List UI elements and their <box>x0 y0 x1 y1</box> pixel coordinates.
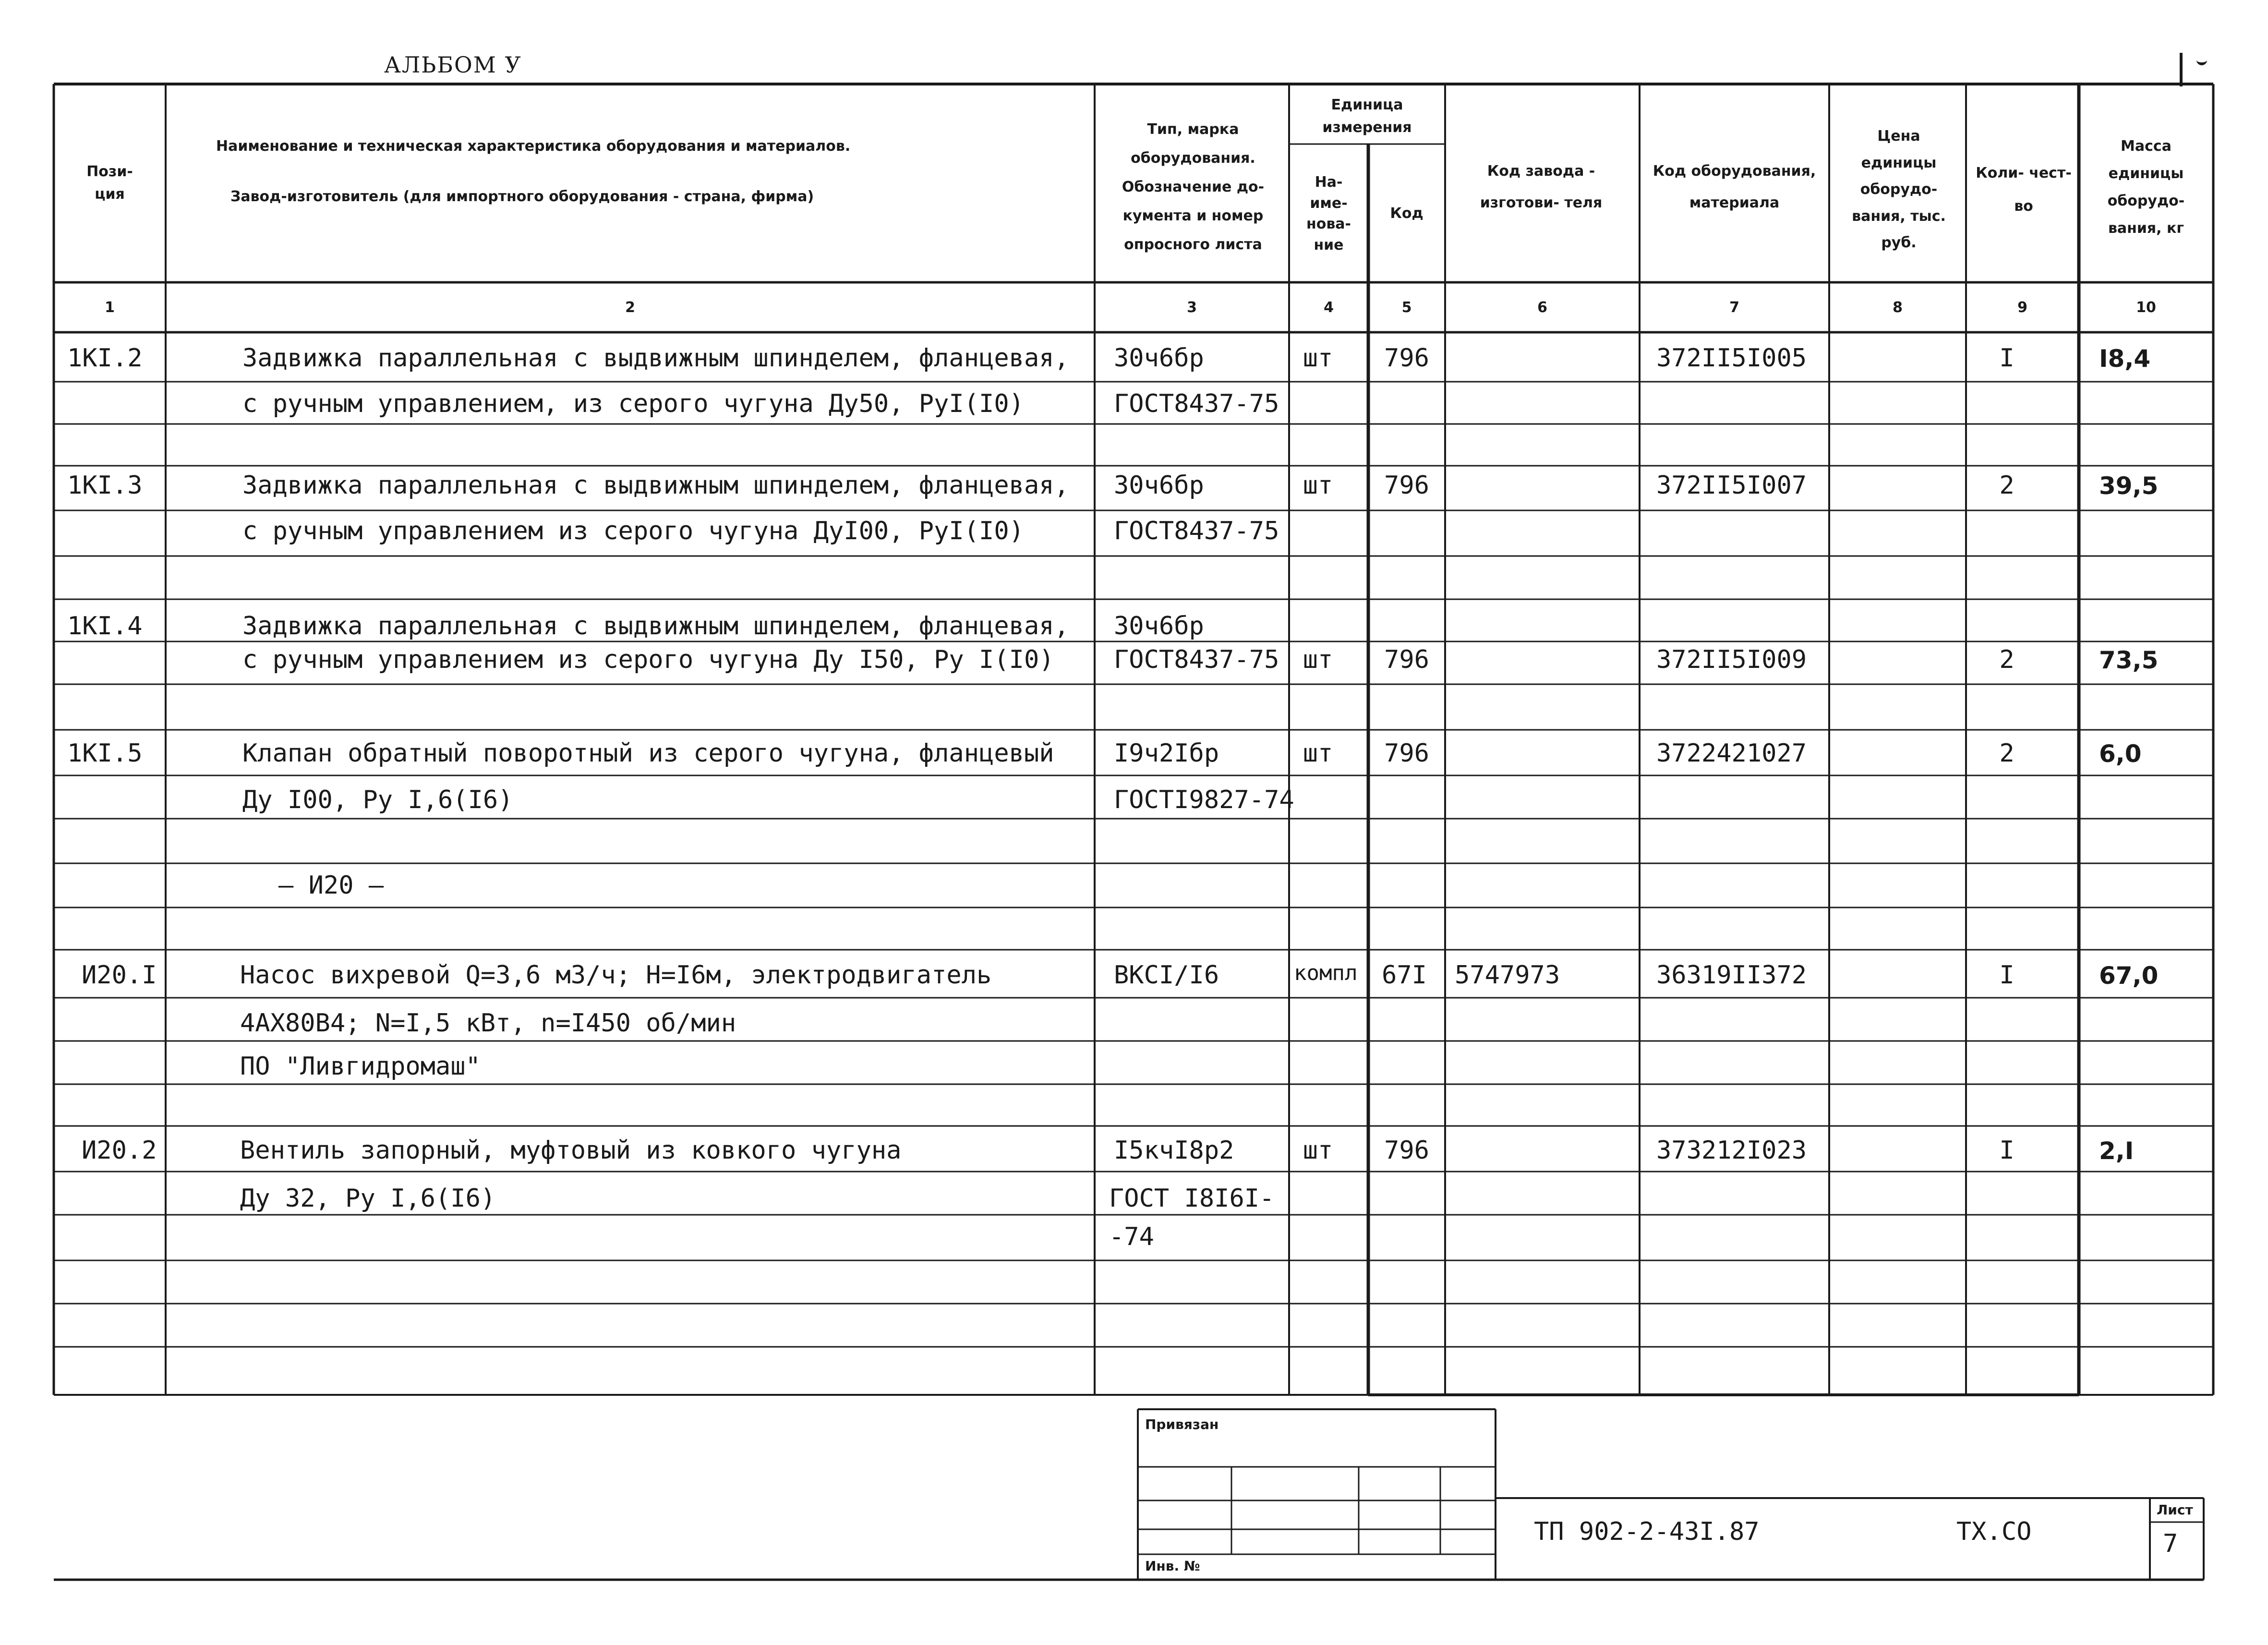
row-unit-code: 796 <box>1384 739 1429 768</box>
row-type: -74 <box>1109 1222 1154 1251</box>
header-name-line2: Завод-изготовитель (для импортного оборудования - страна, фирма) <box>230 188 814 205</box>
header-type: Тип, марка оборудования. Обозначение до- кумента и номер опросного листа <box>1122 121 1265 253</box>
row-name: Задвижка параллельная с выдвижным шпинделем, фланцевая, <box>242 612 1069 641</box>
col-number-5: 5 <box>1401 299 1412 316</box>
row-unit: шт <box>1303 739 1333 768</box>
row-type: I9ч2Iбр <box>1114 739 1219 768</box>
row-unit-code: 67I <box>1382 961 1427 990</box>
row-type: ВКСI/I6 <box>1114 961 1219 990</box>
row-unit: шт <box>1303 471 1333 500</box>
col-number-9: 9 <box>2017 299 2027 316</box>
col-number-10: 10 <box>2136 299 2156 316</box>
col-number-6: 6 <box>1537 299 1547 316</box>
header-mass: Масса единицы оборудо- вания, кг <box>2107 138 2185 237</box>
row-type: ГОСТ8437-75 <box>1114 645 1279 674</box>
row-name: Ду I00, Ру I,6(I6) <box>242 786 513 814</box>
row-qty: I <box>1999 961 2015 990</box>
col-number-8: 8 <box>1893 299 1903 316</box>
section-heading: — И20 — <box>278 871 384 900</box>
row-mass: 2,I <box>2099 1137 2134 1165</box>
header-equip-code: Код оборудования, материала <box>1653 163 1816 211</box>
row-name: 4АХ80В4; N=I,5 кВт, n=I450 об/мин <box>240 1009 736 1038</box>
row-type: I5кчI8р2 <box>1114 1136 1234 1165</box>
row-name: с ручным управлением из серого чугуна Ду I50, Ру I(I0) <box>242 645 1054 674</box>
section-code: ТХ.СО <box>1956 1517 2032 1546</box>
header-name-line1: Наименование и техническая характеристика оборудования и материалов. <box>216 137 851 155</box>
row-type: 30ч6бр <box>1114 344 1204 373</box>
row-type: ГОСТ8437-75 <box>1114 389 1279 418</box>
sheet-label: Лист <box>2157 1502 2193 1518</box>
col-number-4: 4 <box>1324 299 1334 316</box>
row-equip-code: 372II5I009 <box>1656 645 1807 674</box>
row-unit: компл <box>1294 961 1358 985</box>
row-pos: 1KI.3 <box>67 471 143 500</box>
row-equip-code: 36319II372 <box>1656 961 1807 990</box>
col-number-2: 2 <box>625 299 635 316</box>
row-unit-code: 796 <box>1384 645 1429 674</box>
album-label: АЛЬБОМ У <box>384 52 522 78</box>
row-unit: шт <box>1303 645 1333 674</box>
row-name: Клапан обратный поворотный из серого чугуна, фланцевый <box>242 739 1054 768</box>
row-equip-code: 373212I023 <box>1656 1136 1807 1165</box>
stamp-privyazan: Привязан <box>1145 1416 1219 1432</box>
col-number-7: 7 <box>1729 299 1739 316</box>
stamp-inv-no: Инв. № <box>1145 1558 1200 1574</box>
row-name: с ручным управлением из серого чугуна ДуI00, РуI(I0) <box>242 517 1024 545</box>
header-unit-group: Единица измерения <box>1322 97 1412 136</box>
row-type: ГОСТ8437-75 <box>1114 517 1279 545</box>
header-qty: Коли- чест- во <box>1976 165 2072 215</box>
row-name: ПО "Ливгидромаш" <box>240 1052 481 1081</box>
header-unit-name: На- име- нова- ние <box>1306 174 1351 254</box>
row-mass: I8,4 <box>2099 345 2151 373</box>
row-name: Ду 32, Ру I,6(I6) <box>240 1184 496 1213</box>
row-equip-code: 3722421027 <box>1656 739 1807 768</box>
row-maker-code: 5747973 <box>1455 961 1560 990</box>
row-mass: 73,5 <box>2099 646 2159 674</box>
row-pos: И20.I <box>82 961 157 990</box>
row-qty: I <box>1999 1136 2015 1165</box>
row-qty: 2 <box>1999 471 2015 500</box>
row-unit-code: 796 <box>1384 471 1429 500</box>
row-equip-code: 372II5I005 <box>1656 344 1807 373</box>
row-name: с ручным управлением, из серого чугуна Ду50, РуI(I0) <box>242 389 1024 418</box>
row-name: Задвижка параллельная с выдвижным шпинделем, фланцевая, <box>242 471 1069 500</box>
row-pos: 1KI.5 <box>67 739 143 768</box>
row-type: ГОСТI9827-74 <box>1114 786 1294 814</box>
row-pos: И20.2 <box>82 1136 157 1165</box>
row-unit-code: 796 <box>1384 344 1429 373</box>
row-unit: шт <box>1303 344 1333 373</box>
sheet-number: 7 <box>2163 1529 2178 1558</box>
row-mass: 39,5 <box>2099 472 2159 500</box>
row-unit-code: 796 <box>1384 1136 1429 1165</box>
col-number-3: 3 <box>1187 299 1197 316</box>
row-mass: 67,0 <box>2099 962 2159 990</box>
row-mass: 6,0 <box>2099 740 2142 768</box>
header-price: Цена единицы оборудо- вания, тыс. руб. <box>1852 128 1946 252</box>
row-qty: 2 <box>1999 739 2015 768</box>
row-equip-code: 372II5I007 <box>1656 471 1807 500</box>
row-pos: 1KI.2 <box>67 344 143 373</box>
row-type: 30ч6бр <box>1114 471 1204 500</box>
header-maker-code: Код завода - изготови- теля <box>1480 163 1603 211</box>
doc-code: ТП 902-2-43I.87 <box>1534 1517 1760 1546</box>
row-pos: 1KI.4 <box>67 612 143 641</box>
col-number-1: 1 <box>105 299 115 316</box>
header-unit-code: Код <box>1390 205 1424 222</box>
row-qty: 2 <box>1999 645 2015 674</box>
row-type: ГОСТ I8I6I- <box>1109 1184 1275 1213</box>
row-qty: I <box>1999 344 2015 373</box>
row-unit: шт <box>1303 1136 1333 1165</box>
row-name: Насос вихревой Q=3,6 м3/ч; Н=I6м, электродвигатель <box>240 961 992 990</box>
row-name: Вентиль запорный, муфтовый из ковкого чугуна <box>240 1136 902 1165</box>
header-pos: Пози- ция <box>86 163 133 203</box>
row-name: Задвижка параллельная с выдвижным шпинделем, фланцевая, <box>242 344 1069 373</box>
row-type: 30ч6бр <box>1114 612 1204 641</box>
